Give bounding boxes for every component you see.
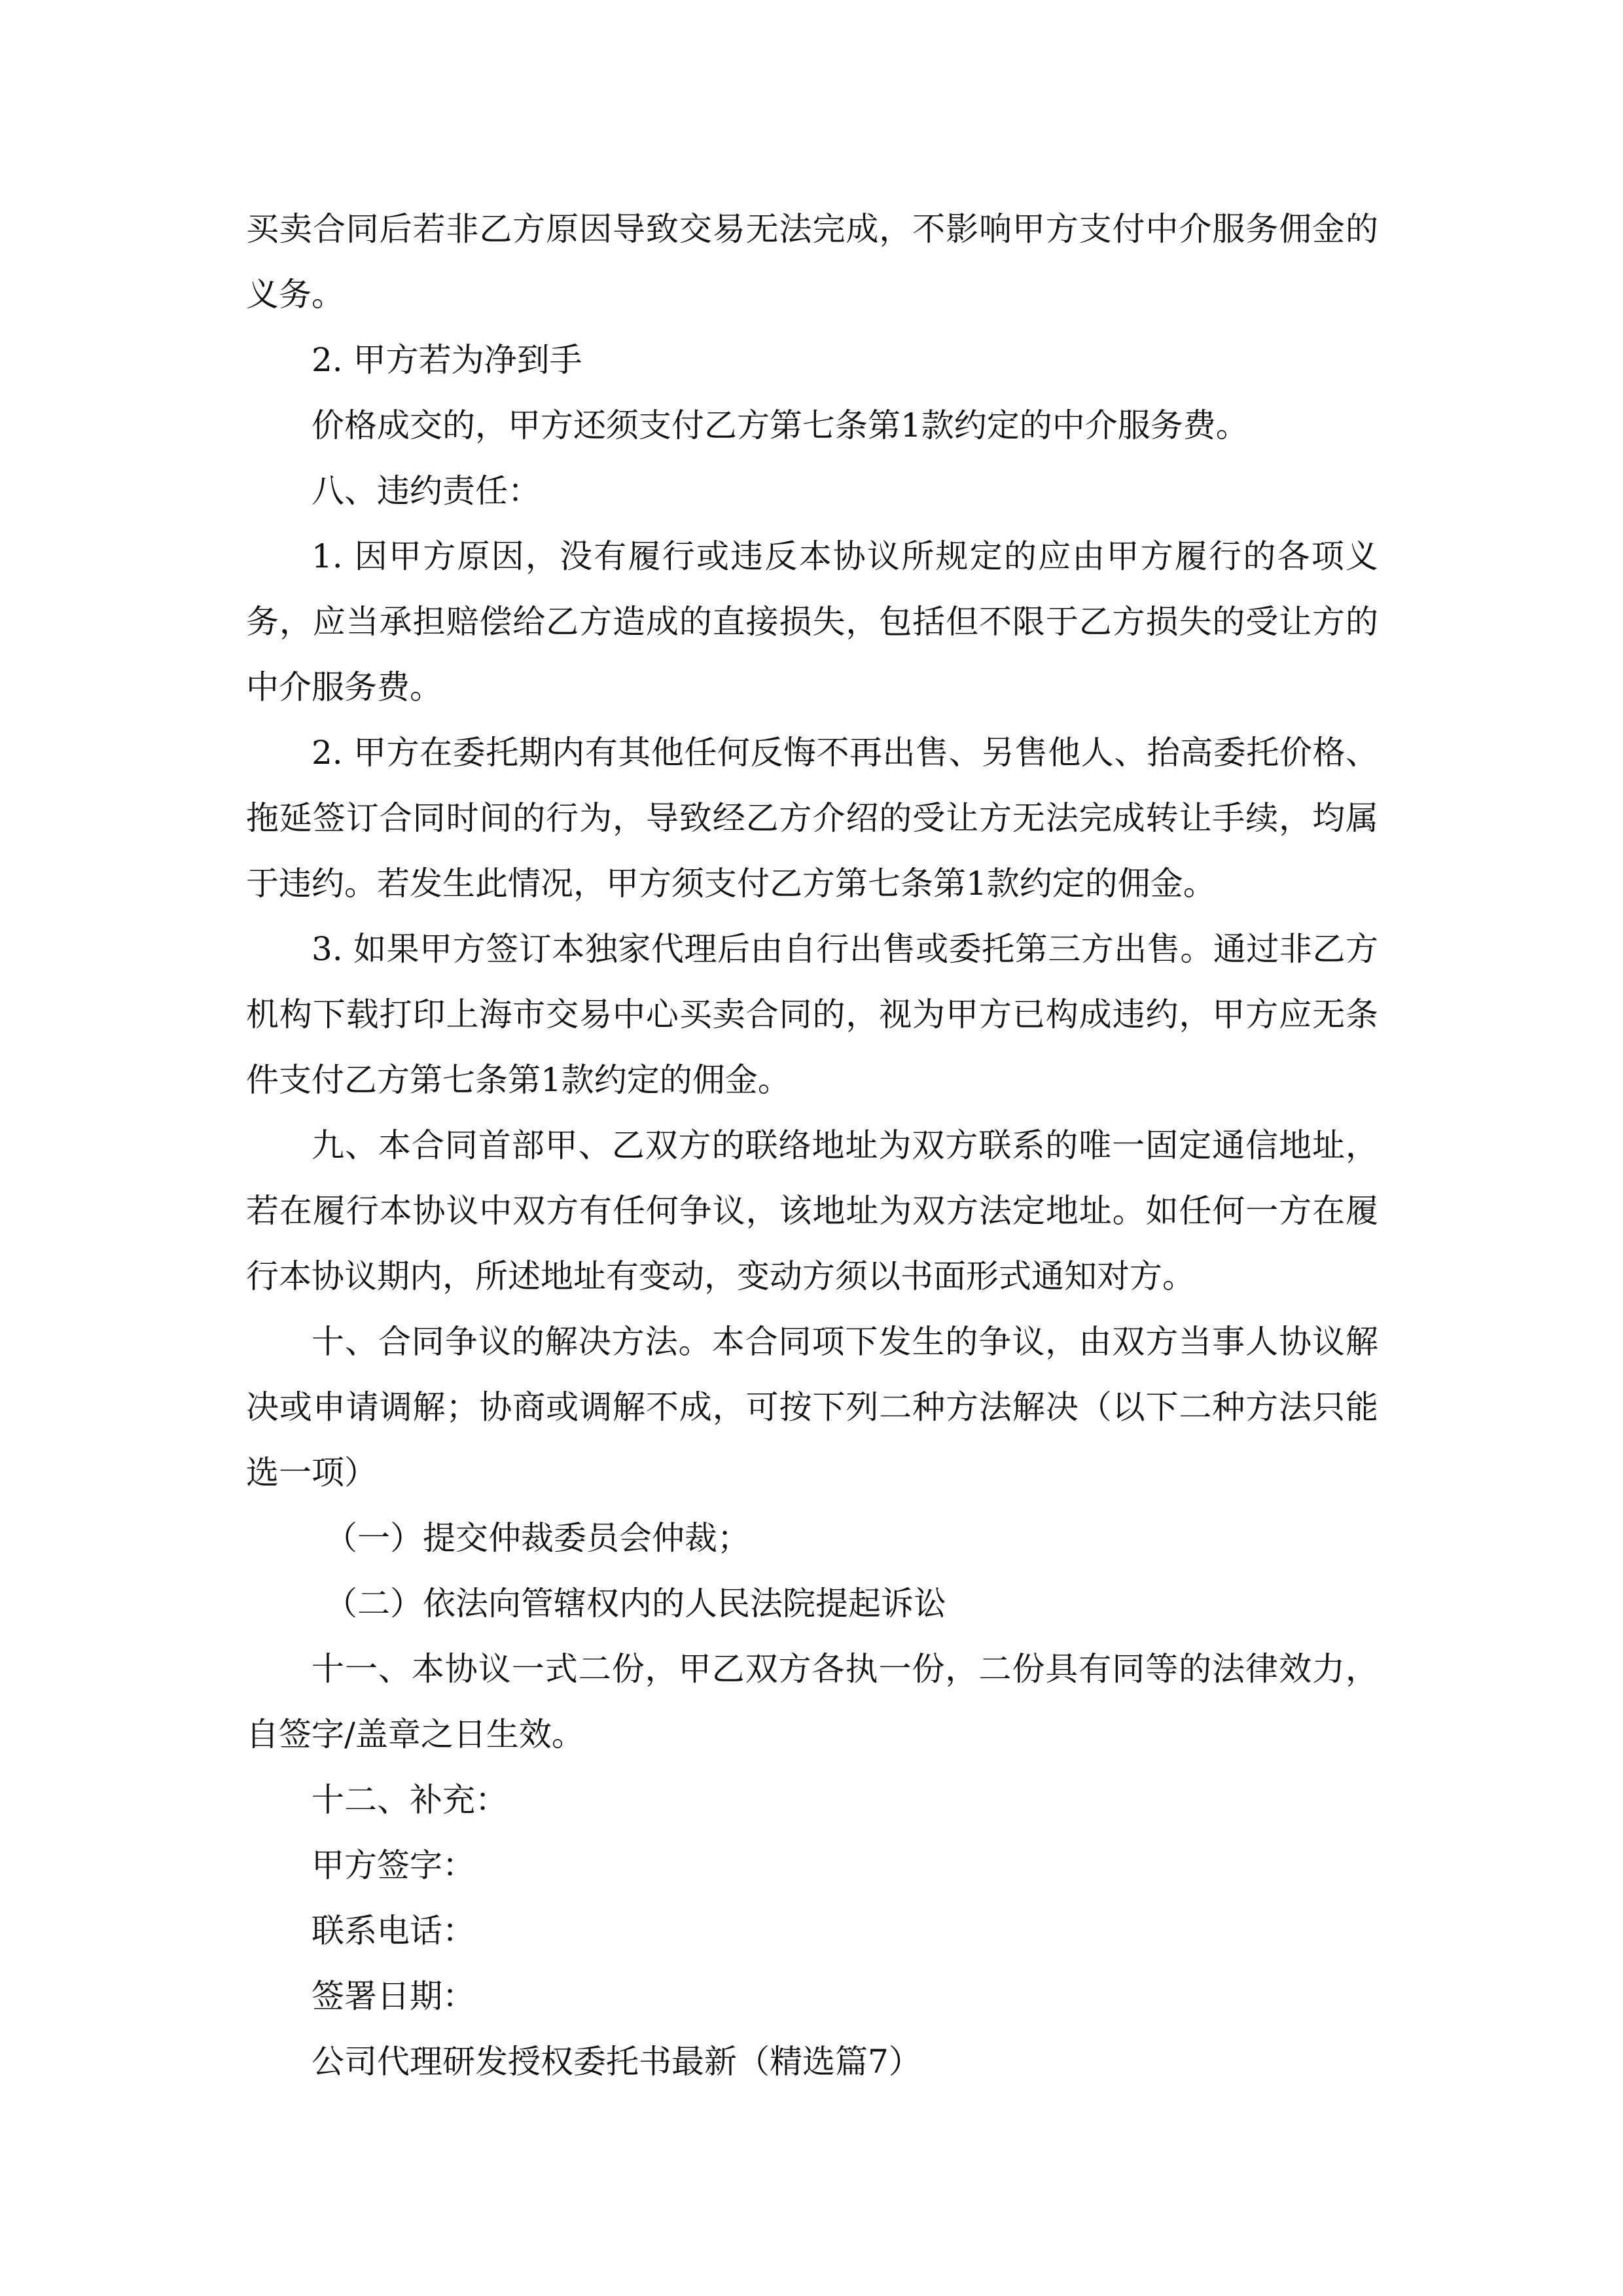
paragraph-clause-8-3: 3. 如果甲方签订本独家代理后由自行出售或委托第三方出售。通过非乙方机构下载打印上海市交易中心买卖合同的，视为甲方已构成违约，甲方应无条件支付乙方第七条第1款约定的佣金。 [246, 930, 1378, 1099]
paragraph-clause-9: 九、本合同首部甲、乙双方的联络地址为双方联系的唯一固定通信地址，若在履行本协议中双方有任何争议，该地址为双方法定地址。如任何一方在履行本协议期内，所述地址有变动，变动方须以书面形式通知对方。 [246, 1126, 1378, 1295]
paragraph-clause-8-2: 2. 甲方在委托期内有其他任何反悔不再出售、另售他人、抬高委托价格、拖延签订合同时间的行为，导致经乙方介绍的受让方无法完成转让手续，均属于违约。若发生此情况，甲方须支付乙方第七条第1款约定的佣金。 [246, 734, 1378, 903]
signing-date: 签署日期： [312, 1977, 475, 2015]
paragraph-clause-10: 十、合同争议的解决方法。本合同项下发生的争议，由双方当事人协议解决或申请调解；协商或调解不成，可按下列二种方法解决（以下二种方法只能选一项） [246, 1323, 1378, 1492]
heading-supplement: 十二、补充： [312, 1781, 508, 1819]
next-section-title: 公司代理研发授权委托书最新（精选篇7） [312, 2043, 921, 2081]
heading-breach-liability: 八、违约责任： [312, 472, 541, 510]
paragraph-option-arbitration: （一）提交仲裁委员会仲裁； [325, 1519, 750, 1557]
signature-party-a: 甲方签字： [312, 1846, 475, 1884]
paragraph-clause-8-1: 1. 因甲方原因，没有履行或违反本协议所规定的应由甲方履行的各项义务，应当承担赔偿给乙方造成的直接损失，包括但不限于乙方损失的受让方的中介服务费。 [246, 537, 1378, 706]
paragraph-clause-7-2-cont: 价格成交的，甲方还须支付乙方第七条第1款约定的中介服务费。 [312, 406, 1249, 444]
paragraph-commission-obligation: 买卖合同后若非乙方原因导致交易无法完成，不影响甲方支付中介服务佣金的义务。 [246, 210, 1378, 314]
document-body [246, 196, 1378, 2094]
paragraph-option-litigation: （二）依法向管辖权内的人民法院提起诉讼 [325, 1585, 946, 1623]
paragraph-clause-11: 十一、本协议一式二份，甲乙双方各执一份，二份具有同等的法律效力，自签字/盖章之日生效。 [246, 1650, 1378, 1753]
paragraph-clause-7-2: 2. 甲方若为净到手 [312, 341, 582, 379]
contact-phone: 联系电话： [312, 1912, 475, 1950]
